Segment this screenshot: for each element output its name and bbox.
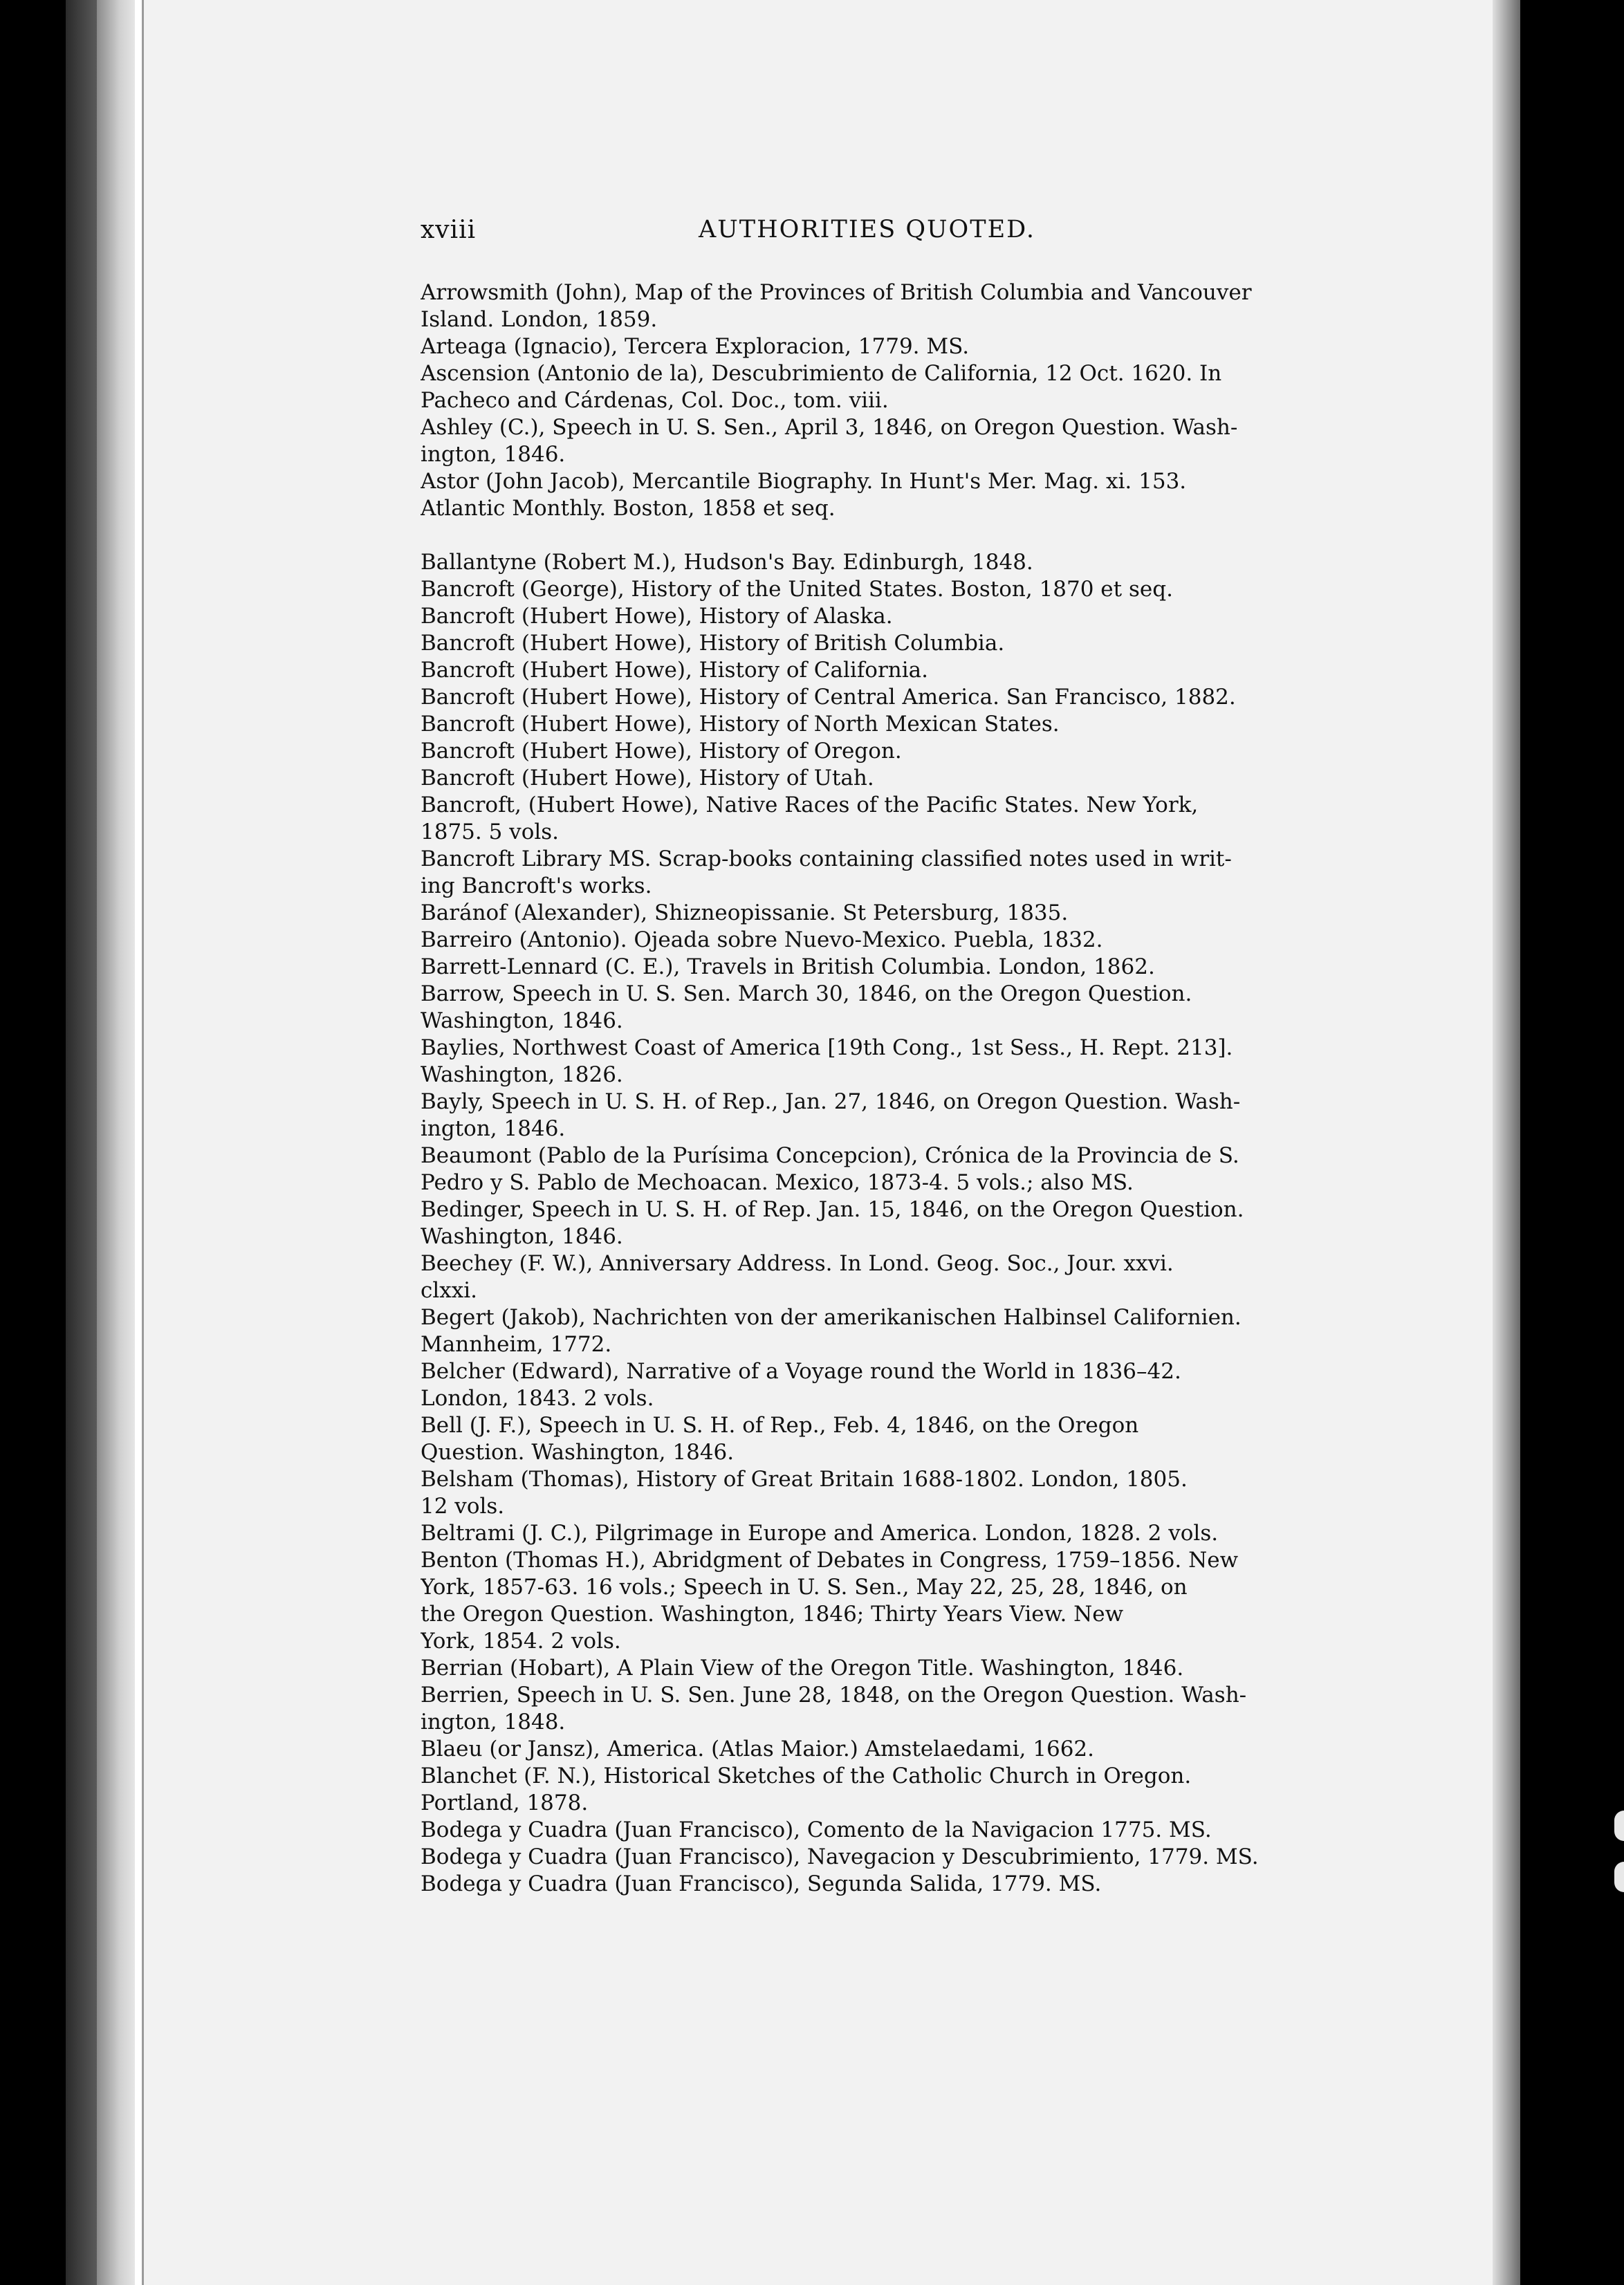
entry-first-line: Beechey (F. W.), Anniversary Address. In Lond. Geog. Soc., Jour. xxvi.: [421, 1251, 1174, 1276]
entry-first-line: Belsham (Thomas), History of Great Britain 1688-1802. London, 1805.: [421, 1467, 1188, 1492]
bibliography-entry: [421, 1871, 1363, 1898]
bibliography-entry: [421, 630, 1363, 657]
bibliography-entry: [421, 765, 1363, 792]
entry-first-line: Bancroft (Hubert Howe), History of Alaska.: [421, 604, 893, 629]
bibliography-entry: [421, 414, 1363, 468]
bibliography-entry: [421, 360, 1363, 414]
bibliography-entry: [421, 1304, 1363, 1358]
book-edge-left: [66, 0, 97, 2285]
entry-first-line: Beaumont (Pablo de la Purísima Concepcion), Crónica de la Provincia de S.: [421, 1143, 1239, 1168]
entry-first-line: Barrow, Speech in U. S. Sen. March 30, 1846, on the Oregon Question.: [421, 981, 1192, 1006]
entry-continuation-line: Pedro y S. Pablo de Mechoacan. Mexico, 1873-4. 5 vols.; also MS.: [421, 1170, 1134, 1195]
entry-first-line: Bayly, Speech in U. S. H. of Rep., Jan. 27, 1846, on Oregon Question. Wash-: [421, 1089, 1241, 1114]
bibliography-entry: [421, 1358, 1363, 1412]
entry-continuation-line: 1875. 5 vols.: [421, 820, 560, 844]
entry-continuation-line: Portland, 1878.: [421, 1791, 589, 1815]
bibliography-entry: [421, 1736, 1363, 1763]
bibliography-entry: [421, 738, 1363, 765]
entry-continuation-line: 12 vols.: [421, 1494, 505, 1519]
bibliography-entry: [421, 1763, 1363, 1817]
entry-first-line: Belcher (Edward), Narrative of a Voyage round the World in 1836–42.: [421, 1359, 1181, 1384]
entry-first-line: Bancroft (Hubert Howe), History of Utah.: [421, 766, 874, 790]
scan-clip-mark: [1614, 1862, 1624, 1892]
page-number: xviii: [421, 216, 477, 244]
entry-first-line: Bancroft (Hubert Howe), History of California.: [421, 658, 929, 683]
bibliography-entry: [421, 576, 1363, 603]
entry-first-line: Baylies, Northwest Coast of America [19th Cong., 1st Sess., H. Rept. 213].: [421, 1035, 1233, 1060]
bibliography-list: [421, 279, 1363, 1898]
entry-first-line: Bancroft (Hubert Howe), History of North Mexican States.: [421, 712, 1060, 737]
bibliography-entry: [421, 1655, 1363, 1682]
bibliography-entry: [421, 1142, 1363, 1196]
entry-first-line: Bodega y Cuadra (Juan Francisco), Navegacion y Descubrimiento, 1779. MS.: [421, 1844, 1259, 1869]
entry-continuation-line: Washington, 1846.: [421, 1224, 623, 1249]
entry-first-line: Blaeu (or Jansz), America. (Atlas Maior.) Amstelaedami, 1662.: [421, 1737, 1095, 1761]
bibliography-entry: [421, 495, 1363, 522]
bibliography-entry: [421, 549, 1363, 576]
page-header: [421, 216, 1358, 250]
entry-continuation-line: Mannheim, 1772.: [421, 1332, 612, 1357]
running-head: AUTHORITIES QUOTED.: [699, 216, 1036, 243]
scan-clip-mark: [1614, 1811, 1624, 1841]
entry-first-line: Beltrami (J. C.), Pilgrimage in Europe and America. London, 1828. 2 vols.: [421, 1521, 1219, 1546]
entry-first-line: Bancroft (Hubert Howe), History of Oregon.: [421, 739, 902, 764]
entry-continuation-line: York, 1854. 2 vols.: [421, 1629, 621, 1654]
bibliography-entry: [421, 684, 1363, 711]
bibliography-entry: [421, 279, 1363, 333]
entry-first-line: Bancroft (George), History of the United States. Boston, 1870 et seq.: [421, 577, 1173, 602]
bibliography-entry: [421, 333, 1363, 360]
bibliography-entry: [421, 468, 1363, 495]
entry-first-line: Arrowsmith (John), Map of the Provinces of British Columbia and Vancouver: [421, 280, 1252, 305]
page-gutter-shadow: [97, 0, 135, 2285]
entry-first-line: Bodega y Cuadra (Juan Francisco), Segunda Salida, 1779. MS.: [421, 1871, 1102, 1896]
entry-first-line: Berrien, Speech in U. S. Sen. June 28, 1848, on the Oregon Question. Wash-: [421, 1683, 1247, 1708]
bibliography-entry: [421, 846, 1363, 900]
bibliography-entry: [421, 1844, 1363, 1871]
bibliography-entry: [421, 1520, 1363, 1547]
entry-first-line: Barrett-Lennard (C. E.), Travels in British Columbia. London, 1862.: [421, 954, 1155, 979]
entry-continuation-line: ington, 1846.: [421, 442, 566, 467]
entry-first-line: Ballantyne (Robert M.), Hudson's Bay. Edinburgh, 1848.: [421, 550, 1033, 575]
entry-first-line: Bell (J. F.), Speech in U. S. H. of Rep., Feb. 4, 1846, on the Oregon: [421, 1413, 1139, 1438]
entry-first-line: Bancroft, (Hubert Howe), Native Races of the Pacific States. New York,: [421, 793, 1199, 817]
scan-border-right: [1520, 0, 1624, 2285]
entry-continuation-line: ing Bancroft's works.: [421, 873, 652, 898]
bibliography-entry: [421, 603, 1363, 630]
entry-first-line: Benton (Thomas H.), Abridgment of Debates in Congress, 1759–1856. New: [421, 1548, 1239, 1573]
entry-first-line: Astor (John Jacob), Mercantile Biography. In Hunt's Mer. Mag. xi. 153.: [421, 469, 1187, 494]
entry-continuation-line: clxxi.: [421, 1278, 478, 1303]
entry-first-line: Ascension (Antonio de la), Descubrimiento de California, 12 Oct. 1620. In: [421, 361, 1222, 386]
entry-first-line: Berrian (Hobart), A Plain View of the Oregon Title. Washington, 1846.: [421, 1656, 1184, 1681]
bibliography-entry: [421, 900, 1363, 927]
section-gap: [421, 522, 1363, 549]
entry-first-line: Bancroft (Hubert Howe), History of British Columbia.: [421, 631, 1005, 656]
entry-first-line: Bedinger, Speech in U. S. H. of Rep. Jan. 15, 1846, on the Oregon Question.: [421, 1197, 1244, 1222]
entry-continuation-line: Pacheco and Cárdenas, Col. Doc., tom. viii.: [421, 388, 889, 413]
bibliography-entry: [421, 1412, 1363, 1466]
bibliography-entry: [421, 1196, 1363, 1250]
page-edge-shadow-right: [1493, 0, 1520, 2285]
entry-first-line: Bancroft (Hubert Howe), History of Central America. San Francisco, 1882.: [421, 685, 1236, 710]
bibliography-entry: [421, 1547, 1363, 1655]
entry-continuation-line: the Oregon Question. Washington, 1846; Thirty Years View. New: [421, 1602, 1124, 1627]
entry-first-line: Atlantic Monthly. Boston, 1858 et seq.: [421, 496, 836, 521]
entry-first-line: Baránof (Alexander), Shizneopissanie. St Petersburg, 1835.: [421, 900, 1069, 925]
entry-first-line: Bancroft Library MS. Scrap-books containing classified notes used in writ-: [421, 847, 1232, 871]
bibliography-entry: [421, 1466, 1363, 1520]
entry-first-line: Arteaga (Ignacio), Tercera Exploracion, 1779. MS.: [421, 334, 970, 359]
bibliography-entry: [421, 954, 1363, 981]
entry-continuation-line: Washington, 1846.: [421, 1008, 623, 1033]
entry-first-line: Blanchet (F. N.), Historical Sketches of the Catholic Church in Oregon.: [421, 1764, 1192, 1788]
bibliography-entry: [421, 1035, 1363, 1089]
bibliography-entry: [421, 1089, 1363, 1142]
entry-first-line: Begert (Jakob), Nachrichten von der amerikanischen Halbinsel Californien.: [421, 1305, 1242, 1330]
bibliography-entry: [421, 981, 1363, 1035]
entry-continuation-line: ington, 1846.: [421, 1116, 566, 1141]
bibliography-entry: [421, 927, 1363, 954]
bibliography-entry: [421, 1817, 1363, 1844]
entry-first-line: Barreiro (Antonio). Ojeada sobre Nuevo-Mexico. Puebla, 1832.: [421, 927, 1103, 952]
entry-continuation-line: Washington, 1826.: [421, 1062, 623, 1087]
scan-border-left: [0, 0, 66, 2285]
entry-continuation-line: London, 1843. 2 vols.: [421, 1386, 654, 1411]
bibliography-entry: [421, 792, 1363, 846]
entry-continuation-line: Question. Washington, 1846.: [421, 1440, 735, 1465]
bibliography-entry: [421, 711, 1363, 738]
bibliography-entry: [421, 657, 1363, 684]
entry-continuation-line: York, 1857-63. 16 vols.; Speech in U. S. Sen., May 22, 25, 28, 1846, on: [421, 1575, 1188, 1600]
bibliography-entry: [421, 1250, 1363, 1304]
entry-first-line: Ashley (C.), Speech in U. S. Sen., April 3, 1846, on Oregon Question. Wash-: [421, 415, 1238, 440]
entry-first-line: Bodega y Cuadra (Juan Francisco), Comento de la Navigacion 1775. MS.: [421, 1817, 1212, 1842]
entry-continuation-line: ington, 1848.: [421, 1710, 566, 1734]
bibliography-entry: [421, 1682, 1363, 1736]
entry-continuation-line: Island. London, 1859.: [421, 307, 658, 332]
